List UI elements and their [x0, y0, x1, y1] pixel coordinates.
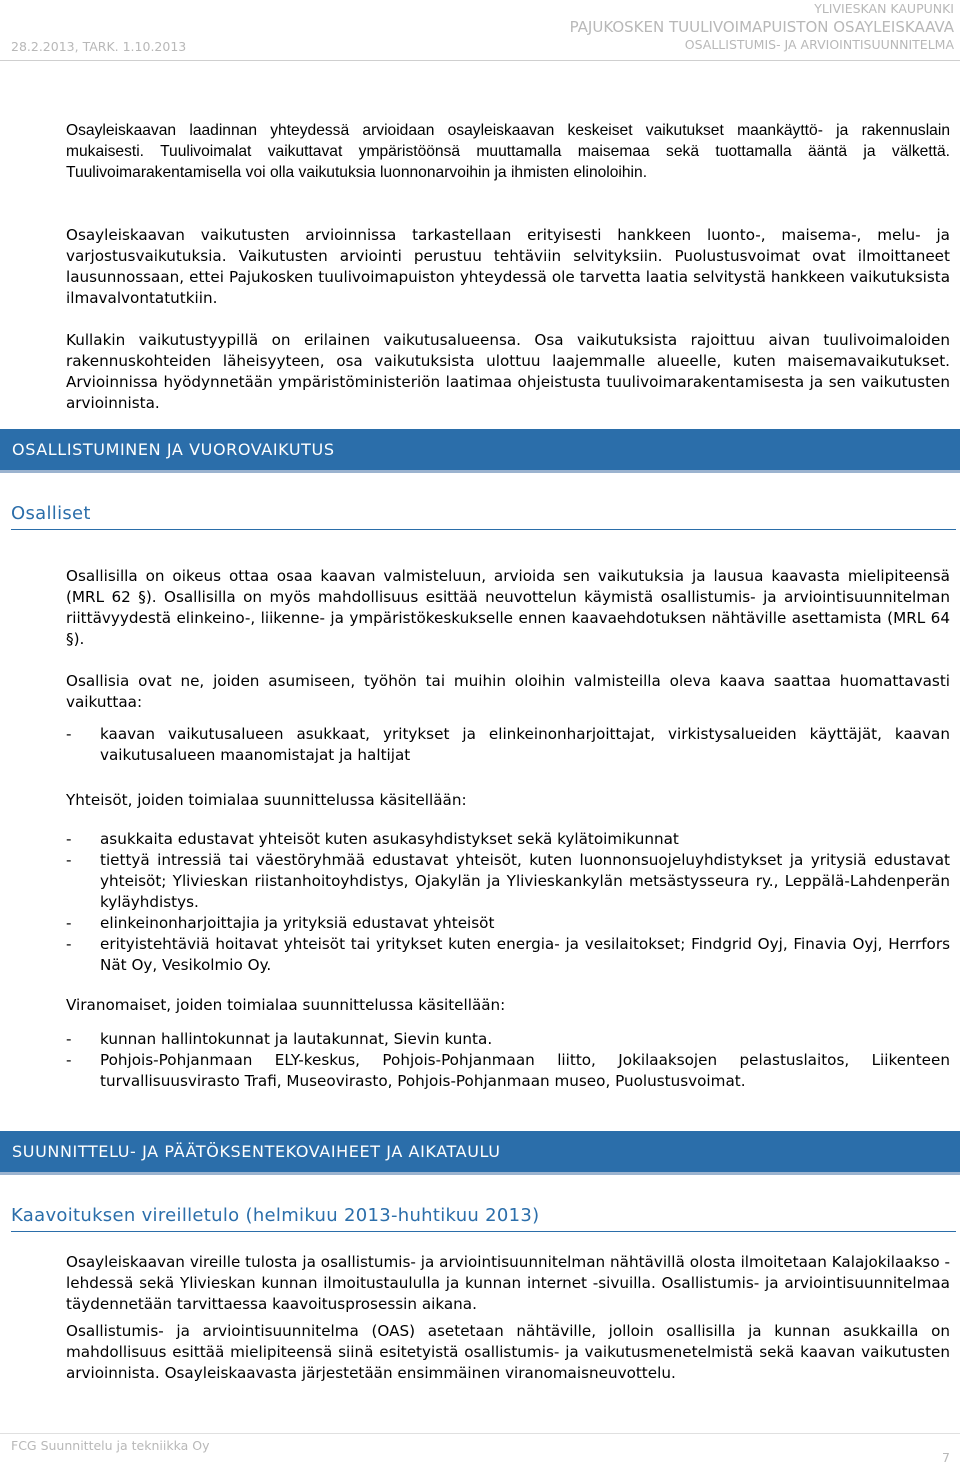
list-dash: -: [66, 935, 72, 953]
list-item-text: asukkaita edustavat yhteisöt kuten asukasyhdistykset sekä kylätoimikunnat: [100, 830, 679, 848]
list-item: [66, 1050, 950, 1092]
section-heading-shadow: [0, 1172, 960, 1175]
footer-divider: [0, 1433, 960, 1434]
list-dash: -: [66, 914, 72, 932]
list-item: [66, 724, 950, 766]
osalliset-paragraph-1: Osallisilla on oikeus ottaa osaa kaavan valmisteluun, arvioida sen vaikutuksia ja lausua kaavasta mielipiteensä (MRL 62 §). Osallisilla on myös mahdollisuus esittää neuvottelun käymistä osallistumis- ja arviointisuunnitelman riittävyydestä elinkeino-, liikenne- ja ympäristökeskukselle ennen kaavaehdotuksen nähtäville asettamista (MRL 64 §).: [66, 567, 950, 648]
header-titles: [570, 0, 954, 54]
subheading-osalliset: Osalliset: [11, 503, 91, 524]
initiation-paragraph-2: Osallistumis- ja arviointisuunnitelma (OAS) asetetaan nähtäville, jolloin osallisilla ja kunnan asukkailla on mahdollisuus esittää mielipiteensä siinä esitetyistä osallistumis- ja vaikutusmenetelmistä sekä kaavan vaikutusten arvioinnista. Osayleiskaavasta järjestetään ensimmäinen viranomaisneuvottelu.: [66, 1322, 950, 1382]
list-item: [66, 829, 950, 850]
section-heading-planning-phases: SUUNNITTELU- JA PÄÄTÖKSENTEKOVAIHEET JA AIKATAULU: [0, 1131, 960, 1172]
intro-paragraph-3: Kullakin vaikutustyypillä on erilainen vaikutusalueensa. Osa vaikutuksista rajoittuu aivan tuulivoimaloiden rakennuskohteiden läheisyyteen, osa vaikutuksista ulottuu laajemmalle alueelle, kuten maisemavaikutukset. Arvioinnissa hyödynnetään ympäristöministeriön laatimaa ohjeistusta tuulivoimarakentamisesta ja sen vaikutusten arvioinnista.: [66, 331, 950, 412]
communities-intro: Yhteisöt, joiden toimialaa suunnittelussa käsitellään:: [66, 791, 467, 809]
list-item: [66, 934, 950, 976]
list-item-text: tiettyä intressiä tai väestöryhmää edustavat yhteisöt, kuten luonnonsuojeluyhdistykset ja yritysiä edustavat yhteisöt; Ylivieskan riistanhoitoyhdistys, Ojakylän ja Ylivieskankylän metsästysseura ry., Leppälä-Lahdenperän kyläyhdistys.: [100, 851, 950, 911]
list-item-text: erityistehtäviä hoitavat yhteisöt tai yritykset kuten energia- ja vesilaitokset; Findgrid Oyj, Finavia Oyj, Herrfors Nät Oy, Vesikolmio Oy.: [100, 935, 950, 974]
section-heading-participation: OSALLISTUMINEN JA VUOROVAIKUTUS: [0, 429, 960, 470]
footer-company: FCG Suunnittelu ja tekniikka Oy: [11, 1438, 210, 1453]
header-date: 28.2.2013, TARK. 1.10.2013: [11, 39, 187, 54]
authorities-intro: Viranomaiset, joiden toimialaa suunnittelussa käsitellään:: [66, 996, 506, 1014]
list-dash: -: [66, 1030, 72, 1048]
list-dash: -: [66, 851, 72, 869]
list-item-text: kunnan hallintokunnat ja lautakunnat, Sievin kunta.: [100, 1030, 493, 1048]
list-item: [66, 850, 950, 913]
list-item: [66, 913, 950, 934]
list-dash: -: [66, 1051, 72, 1069]
header-project: PAJUKOSKEN TUULIVOIMAPUISTON OSAYLEISKAAVA: [569, 18, 954, 36]
list-item-text: elinkeinonharjoittajia ja yrityksiä edustavat yhteisöt: [100, 914, 495, 932]
header-doc-type: OSALLISTUMIS- JA ARVIOINTISUUNNITELMA: [684, 37, 954, 52]
header-divider: [0, 60, 960, 61]
list-item: [66, 1029, 950, 1050]
intro-paragraph-2: Osayleiskaavan vaikutusten arvioinnissa tarkastellaan erityisesti hankkeen luonto-, maisema-, melu- ja varjostusvaikutuksia. Vaikutusten arviointi perustuu tehtäviin selvityksiin. Puolustusvoimat ovat ilmoittaneet lausunnossaan, ettei Pajukosken tuulivoimapuiston yhteydessä ole tarvetta laatia selvitystä hankkeen vaikutuksista ilmavalvontatutkiin.: [66, 226, 950, 307]
intro-paragraph-1: Osayleiskaavan laadinnan yhteydessä arvioidaan osayleiskaavan keskeiset vaikutukset maankäyttö- ja rakennuslain mukaisesti. Tuulivoimalat vaikuttavat ympäristöönsä muuttamalla maisemaa sekä tuottamalla ääntä ja välkettä. Tuulivoimarakentamisella voi olla vaikutuksia luonnonarvoihin ja ihmisten elinoloihin.: [66, 122, 950, 181]
header-municipality: YLIVIESKAN KAUPUNKI: [814, 1, 954, 16]
list-item-text: kaavan vaikutusalueen asukkaat, yritykset ja elinkeinonharjoittajat, virkistysalueiden käyttäjät, kaavan vaikutusalueen maanomistajat ja haltijat: [100, 725, 950, 764]
osalliset-paragraph-2: Osallisia ovat ne, joiden asumiseen, työhön tai muihin oloihin valmisteilla oleva kaava saattaa huomattavasti vaikuttaa:: [66, 672, 950, 711]
list-item-text: Pohjois-Pohjanmaan ELY-keskus, Pohjois-Pohjanmaan liitto, Jokilaaksojen pelastuslaitos, Liikenteen turvallisuusvirasto Trafi, Museovirasto, Pohjois-Pohjanmaan museo, Puolustusvoimat.: [100, 1051, 950, 1090]
subheading-rule: [11, 529, 956, 530]
page-number: 7: [942, 1450, 950, 1465]
list-dash: -: [66, 830, 72, 848]
initiation-paragraph-1: Osayleiskaavan vireille tulosta ja osallistumis- ja arviointisuunnitelman nähtävillä olosta ilmoitetaan Kalajokilaakso -lehdessä sekä Ylivieskan kunnan ilmoitustaululla ja kunnan internet -sivuilla. Osallistumis- ja arviointisuunnitelmaa täydennetään tarvittaessa kaavoitusprosessin aikana.: [66, 1253, 950, 1313]
subheading-rule: [11, 1231, 956, 1232]
list-dash: -: [66, 725, 72, 743]
section-heading-shadow: [0, 470, 960, 473]
subheading-initiation: Kaavoituksen vireilletulo (helmikuu 2013-huhtikuu 2013): [11, 1205, 540, 1226]
